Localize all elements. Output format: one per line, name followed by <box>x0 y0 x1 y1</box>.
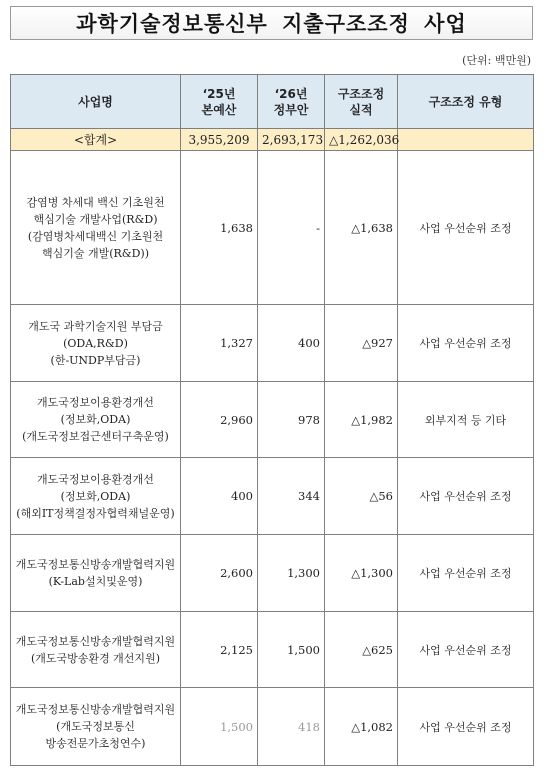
row-gov26: 1,500 <box>258 612 325 688</box>
header-gov26 <box>258 75 325 129</box>
row-name-line: 핵심기술 개발사업(R&D) <box>33 212 158 226</box>
row-budget25: 1,500 <box>181 688 258 766</box>
table-row <box>11 151 534 305</box>
row-name <box>11 688 181 766</box>
row-restructure: △625 <box>325 612 398 688</box>
header-name: 사업명 <box>11 75 181 129</box>
header-gov26-line1: ‘26년 <box>274 86 308 101</box>
row-name-line: (감염병차세대백신 기초원천 <box>27 229 164 243</box>
title-box <box>10 6 533 40</box>
row-type: 사업 우선순위 조정 <box>398 612 534 688</box>
row-budget25: 2,125 <box>181 612 258 688</box>
row-restructure: △1,300 <box>325 535 398 612</box>
header-budget25-line2: 본예산 <box>201 102 237 117</box>
row-name-line: (개도국방송환경 개선지원) <box>31 651 160 665</box>
total-budget25: 3,955,209 <box>181 129 258 151</box>
row-gov26: 418 <box>258 688 325 766</box>
row-name-line: (개도국정보접근센터구축운영) <box>22 430 169 443</box>
row-gov26: 344 <box>258 458 325 535</box>
header-row <box>11 75 534 129</box>
table-row <box>11 688 534 766</box>
table-row <box>11 612 534 688</box>
row-type: 외부지적 등 기타 <box>398 382 534 458</box>
row-type: 사업 우선순위 조정 <box>398 535 534 612</box>
row-type: 사업 우선순위 조정 <box>398 305 534 382</box>
table-row <box>11 305 534 382</box>
header-gov26-line2: 정부안 <box>273 102 309 117</box>
row-name <box>11 382 181 458</box>
row-name-line: (정보화,ODA) <box>60 413 131 426</box>
total-type <box>398 129 534 151</box>
row-budget25: 400 <box>181 458 258 535</box>
row-restructure: △927 <box>325 305 398 382</box>
row-name-line: 핵심기술 개발(R&D)) <box>41 246 150 260</box>
row-gov26: - <box>258 151 325 305</box>
row-name-line: 개도국정보통신방송개발협력지원 <box>15 703 176 716</box>
row-name <box>11 305 181 382</box>
row-name-line: (정보화,ODA) <box>60 489 131 503</box>
row-name-line: (ODA,R&D) <box>63 336 128 350</box>
unit-label: (단위: 백만원) <box>462 54 531 67</box>
row-name-line: 개도국정보이용환경개선 <box>37 472 154 486</box>
total-row <box>11 129 534 151</box>
row-name <box>11 151 181 305</box>
row-restructure: △1,638 <box>325 151 398 305</box>
row-name-line: 방송전문가초청연수) <box>45 737 146 750</box>
row-name <box>11 535 181 612</box>
row-type: 사업 우선순위 조정 <box>398 458 534 535</box>
row-budget25: 2,960 <box>181 382 258 458</box>
row-type: 사업 우선순위 조정 <box>398 151 534 305</box>
row-gov26: 400 <box>258 305 325 382</box>
row-budget25: 1,638 <box>181 151 258 305</box>
row-type: 사업 우선순위 조정 <box>398 688 534 766</box>
total-restructure: △1,262,036 <box>325 129 398 151</box>
row-restructure: △1,982 <box>325 382 398 458</box>
row-name-line: 개도국정보통신방송개발협력지원 <box>15 558 176 571</box>
row-name <box>11 458 181 535</box>
header-restructure-line1: 구조조정 <box>337 86 385 101</box>
total-label: <합계> <box>11 129 181 151</box>
header-budget25-line1: ‘25년 <box>202 86 236 101</box>
row-name-line: (해외IT정책결정자협력채널운영) <box>16 506 175 520</box>
row-name-line: 개도국정보통신방송개발협력지원 <box>15 634 176 648</box>
table-row <box>11 458 534 535</box>
row-name-line: (개도국정보통신 <box>56 720 135 733</box>
row-name <box>11 612 181 688</box>
header-budget25 <box>181 75 258 129</box>
header-restructure <box>325 75 398 129</box>
row-budget25: 1,327 <box>181 305 258 382</box>
total-gov26: 2,693,173 <box>258 129 325 151</box>
row-gov26: 978 <box>258 382 325 458</box>
header-restructure-line2: 실적 <box>349 102 373 117</box>
budget-table <box>10 74 534 766</box>
row-name-line: 감염병 차세대 백신 기초원천 <box>26 195 165 209</box>
row-budget25: 2,600 <box>181 535 258 612</box>
row-name-line: 개도국 과학기술지원 부담금 <box>28 319 163 333</box>
row-gov26: 1,300 <box>258 535 325 612</box>
header-type: 구조조정 유형 <box>398 75 534 129</box>
row-name-line: 개도국정보이용환경개선 <box>37 396 154 409</box>
table-row <box>11 382 534 458</box>
row-restructure: △1,082 <box>325 688 398 766</box>
row-restructure: △56 <box>325 458 398 535</box>
table-row <box>11 535 534 612</box>
row-name-line: (한-UNDP부담금) <box>50 353 141 367</box>
row-name-line: (K-Lab설치및운영) <box>48 575 143 588</box>
page-title: 과학기술정보통신부 지출구조조정 사업 <box>76 12 467 36</box>
